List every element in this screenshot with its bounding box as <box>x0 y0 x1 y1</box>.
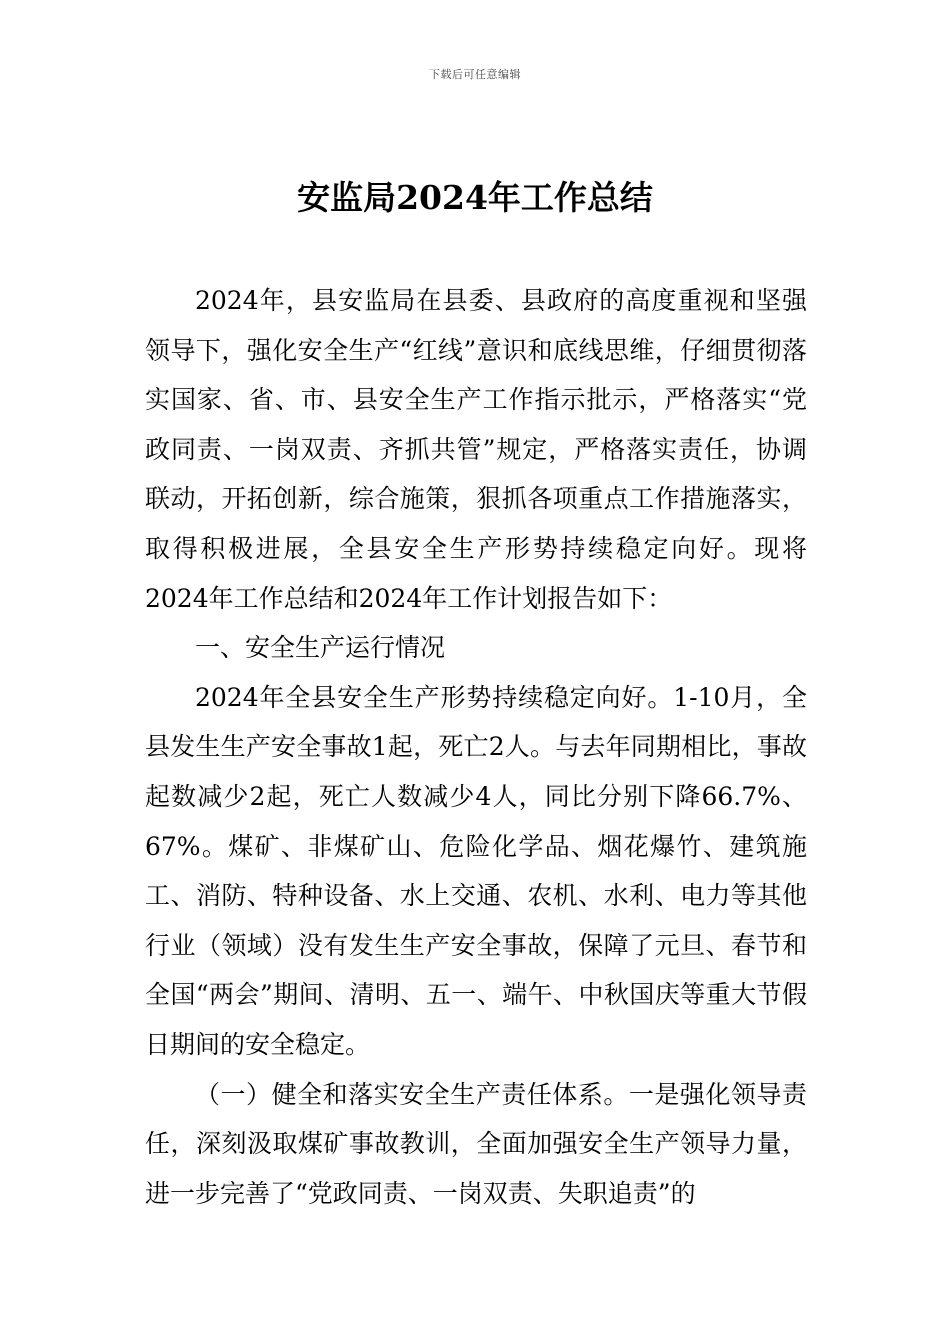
section-1-paragraph: 2024年全县安全生产形势持续稳定向好。1-10月，全县发生生产安全事故1起，死亡2人。与去年同期相比，事故起数减少2起，死亡人数减少4人，同比分别下降66.7%、67%。煤矿、非煤矿山、危险化学品、烟花爆竹、建筑施工、消防、特种设备、水上交通、农机、水利、电力等其他行业（领域）没有发生生产安全事故，保障了元旦、春节和全国“两会”期间、清明、五一、端午、中秋国庆等重大节假日期间的安全稳定。 <box>145 682 807 1059</box>
document-title: 安监局2024年工作总结 <box>297 178 653 217</box>
header-note: 下载后可任意编辑 <box>429 68 521 81</box>
section-heading-1: 一、安全生产运行情况 <box>195 633 446 663</box>
intro-paragraph: 2024年，县安监局在县委、县政府的高度重视和坚强领导下，强化安全生产“红线”意识和底线思维，仔细贯彻落实国家、省、市、县安全生产工作指示批示，严格落实“党政同责、一岗双责、齐抓共管”规定，严格落实责任，协调联动，开拓创新，综合施策，狠抓各项重点工作措施落实，取得积极进展，全县安全生产形势持续稳定向好。现将2024年工作总结和2024年工作计划报告如下： <box>145 286 807 613</box>
subsection-1-paragraph: （一）健全和落实安全生产责任体系。一是强化领导责任，深刻汲取煤矿事故教训，全面加强安全生产领导力量，进一步完善了“党政同责、一岗双责、失职追责”的 <box>145 1079 807 1208</box>
document-body <box>145 276 807 1218</box>
